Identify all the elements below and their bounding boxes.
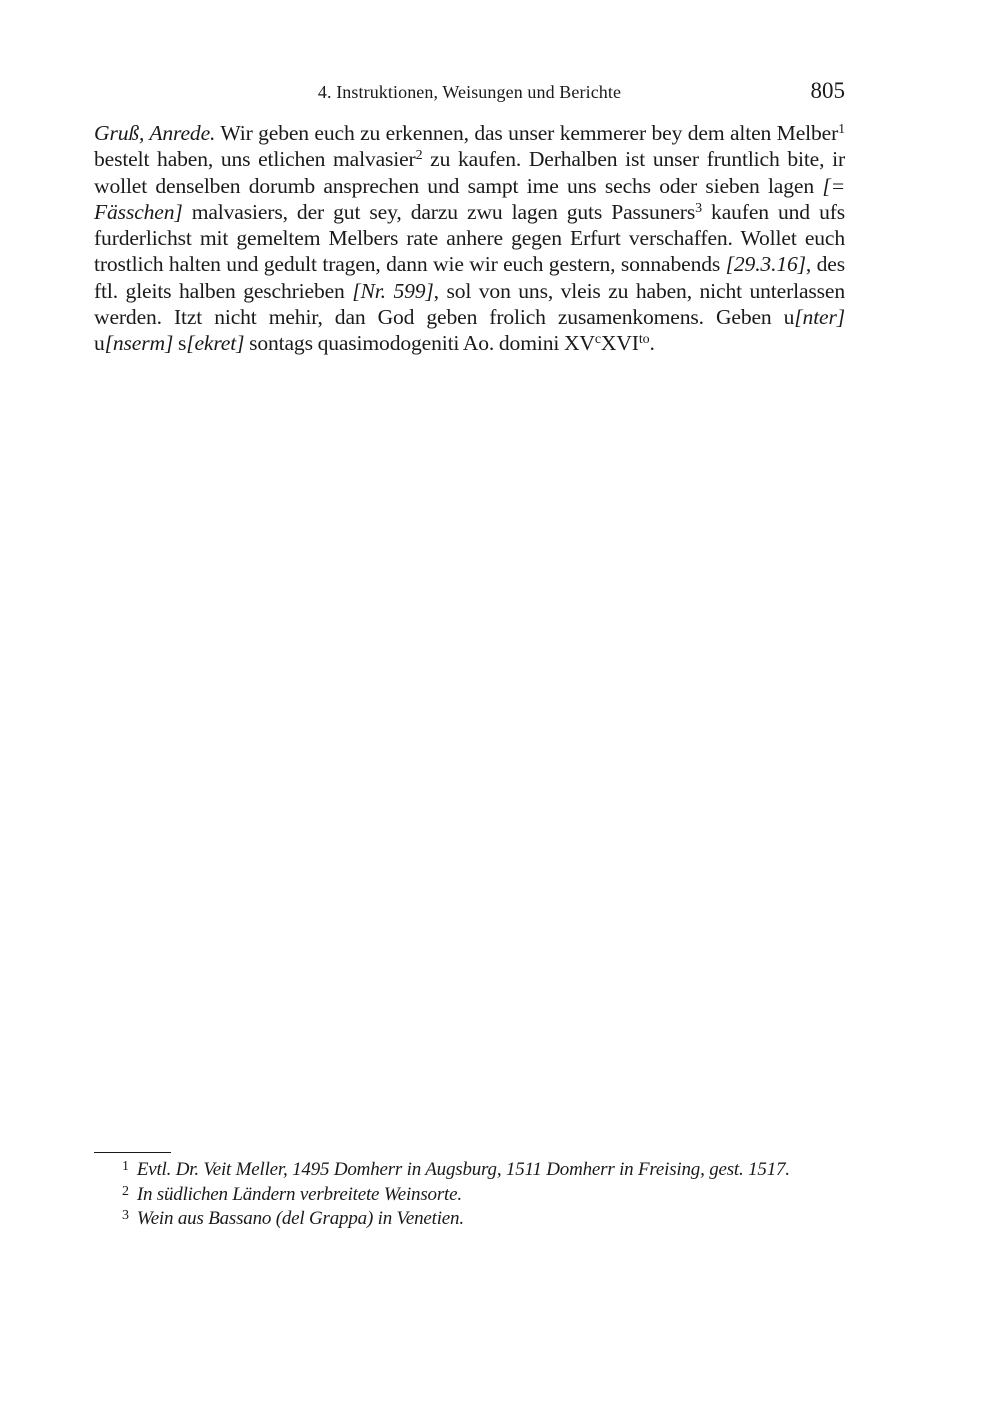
text-run: malvasiers, der gut sey, darzu zwu lagen guts Passuners [182, 199, 696, 224]
text-run: Wir geben euch zu erkennen, das unser kemmerer bey dem alten Melber [215, 121, 839, 145]
footnote-ref-1[interactable]: 1 [838, 122, 845, 137]
superscript: to [638, 332, 650, 348]
editorial-expansion: [nserm] [104, 331, 174, 356]
editorial-expansion: [nter] [794, 305, 845, 330]
footnote-1 [94, 1158, 845, 1183]
editorial-date: [29.3.16] [725, 252, 806, 277]
footnote-ref-3[interactable]: 3 [695, 200, 702, 216]
editorial-note: [= Fässchen] [94, 173, 845, 224]
text-run: sontags quasimodogeniti Ao. domini XV [244, 331, 595, 356]
footnote-number: 2 [122, 1183, 129, 1199]
text-run: XVI [600, 331, 639, 356]
footnote-separator [94, 1152, 171, 1153]
editorial-cross-reference: [Nr. 599] [352, 278, 434, 303]
text-run: . [649, 331, 655, 356]
footnote-3 [94, 1207, 845, 1232]
letter-body [94, 120, 845, 357]
editorial-expansion: [ekret] [186, 331, 245, 356]
footnote-number: 3 [122, 1208, 129, 1223]
text-run: kaufen und ufs furderlichst mit gemeltem Melbers rate anhere gegen Erfurt verschaffen. Wollet euch trostlich halten und gedult tragen, dann wie wir euch gestern, sonnabends [94, 199, 846, 277]
text-run: u [94, 331, 105, 356]
footnote-ref-2[interactable]: 2 [415, 148, 423, 164]
editorial-note: Gruß, Anrede. [94, 121, 216, 145]
footnote-text: Evtl. Dr. Veit Meller, 1495 Domherr in Augsburg, 1511 Domherr in Freising, gest. 1517. [136, 1159, 790, 1180]
page-number: 805 [810, 78, 845, 103]
footnote-text: In südlichen Ländern verbreitete Weinsorte. [136, 1183, 462, 1205]
text-run: zu kaufen. Derhalben ist unser fruntlich bite, ir wollet denselben dorumb ansprechen und sampt ime uns sechs oder sieben lagen [94, 147, 845, 198]
text-run: , sol von uns, vleis zu haben, nicht unterlassen werden. Itzt nicht mehir, dan God geben frolich zusamenkomens. Geben u [94, 278, 845, 330]
text-run: s [173, 331, 187, 356]
text-run: , des ftl. gleits halben geschrieben [94, 252, 845, 303]
running-title: 4. Instruktionen, Weisungen und Berichte [317, 82, 622, 102]
superscript: c [594, 332, 601, 348]
text-run: bestelt haben, uns etlichen malvasier [94, 147, 416, 172]
footnote-2 [94, 1183, 845, 1208]
footnote-number: 1 [122, 1159, 129, 1174]
footnotes [94, 1158, 845, 1232]
letter-paragraph [94, 120, 845, 357]
running-header [94, 78, 845, 106]
footnote-text: Wein aus Bassano (del Grappa) in Venetien. [136, 1208, 464, 1229]
